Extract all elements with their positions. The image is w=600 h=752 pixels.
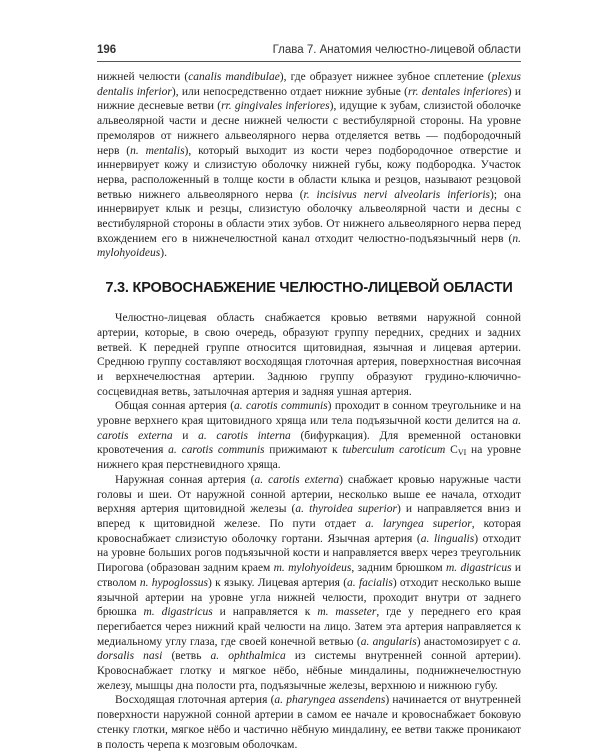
text-run: ) отходит на уровне больших рогов подъязычной кости и направляется вверх через треугольник Пирогова (образован задним краем — [97, 532, 521, 575]
text-run: ) к языку. Лицевая артерия ( — [208, 576, 348, 589]
latin-term: m. digastricus — [143, 606, 213, 619]
running-title: Глава 7. Анатомия челюстно-лицевой области — [272, 44, 521, 56]
text-run: ), который выходит из кости через подбородочное отверстие и иннервирует кожу и слизистую оболочку нижней губы, кожу подбородка. Участок нерва, расположенный в толще кости в области клыка и резцов, называют резцовой ветвью нижнего альвеолярного нерва ( — [97, 144, 521, 201]
latin-term: n. hypoglossus — [139, 576, 209, 589]
subscript: VI — [457, 448, 467, 458]
text-run: (бифуркация). Для временной остановки кровотечения — [97, 429, 521, 457]
text-run: нижней челюсти ( — [97, 71, 189, 83]
latin-term: rr. dentales inferiores — [407, 85, 508, 98]
latin-term: a. carotis communis — [168, 444, 265, 457]
text-run: и стволом — [97, 562, 521, 589]
text-run: C — [445, 444, 458, 457]
text-run: ); она иннервирует клык и резцы, слизистую оболочку альвеолярной части и десны с вестибулярной стороны в области этих зубов. От нижнего альвеолярного нерва перед вхождением его в нижнечелюстной канал отходит челюстно-подъязычный нерв ( — [97, 188, 521, 245]
text-run: , задним брюшком — [351, 562, 446, 575]
latin-term: plexus dentalis inferior — [97, 71, 521, 98]
latin-term: a. lingualis — [420, 532, 475, 545]
text-run: , где у переднего его края перегибается через нижний край челюсти на лицо. Затем эта артерия направляется к медиальному углу глаза, где своей конечной ветвью ( — [97, 606, 521, 648]
latin-term: m. masseter — [317, 606, 377, 619]
latin-term: a. carotis externa — [97, 415, 521, 442]
latin-term: n. mentalis — [130, 144, 185, 157]
latin-term: a. carotis interna — [198, 429, 291, 442]
latin-term: n. mylohyoideus — [97, 232, 521, 260]
text-run: ) проходит в сонном треугольнике и на уровне верхнего края щитовидного хряща или тела подъязычной кости делится на — [97, 400, 522, 428]
body-paragraph — [97, 693, 521, 752]
page-body — [97, 70, 521, 752]
text-run: и направляется к — [212, 606, 318, 619]
text-run: ). — [160, 247, 167, 260]
text-run: ) отходит несколько выше язычной артерии на уровне угла нижней челюсти, проходит внутри от заднего брюшка — [97, 576, 521, 619]
latin-term: r. incisivus nervi alveolaris inferioris — [303, 188, 491, 201]
latin-term: tuberculum caroticum — [342, 444, 446, 457]
text-run: на уровне нижнего края перстневидного хряща. — [97, 444, 522, 472]
latin-term: a. laryngea superior — [365, 517, 472, 530]
running-header — [97, 44, 521, 60]
text-run: Челюстно-лицевая область снабжается кровью ветвями наружной сонной артерии, которые, в свою очередь, образуют группу передних, средних и задних ветвей. К передней группе относится щитовидная, язычная и лицевая артерии. Среднюю группу составляют восходящая глоточная артерия, поверхностная височная и верхнечелюстная артерии. Заднюю группу образуют грудино-ключично-сосцевидная ветвь, затылочная артерия и задняя ушная артерия. — [97, 312, 521, 398]
text-run: ) снабжает кровью наружные части головы и шеи. От наружной сонной артерии, несколько выше ее начала, отходит верхняя артерия щитовидной железы ( — [97, 473, 521, 516]
text-run: ) и направляется вниз и вперед к щитовидной железе. По пути отдает — [97, 503, 521, 530]
latin-term: m. mylohyoideus — [273, 562, 352, 575]
latin-term: m. digastricus — [445, 562, 512, 575]
text-run: и — [172, 429, 199, 442]
text-run: Наружная сонная артерия ( — [115, 473, 255, 486]
latin-term: a. pharyngea assendens — [274, 694, 386, 707]
latin-term: rr. gingivales inferiores — [221, 100, 330, 113]
body-paragraph — [97, 311, 521, 399]
text-run: ) и нижние десневые ветви ( — [97, 85, 521, 113]
latin-term: a. ophthalmica — [210, 650, 286, 663]
latin-term: canalis mandibulae — [188, 71, 280, 83]
page-number: 196 — [97, 44, 117, 56]
text-run: Восходящая глоточная артерия ( — [115, 694, 275, 707]
text-run: Общая сонная артерия ( — [115, 400, 235, 413]
text-run: ), где образует нижнее зубное сплетение ( — [279, 71, 492, 83]
text-run: из системы внутренней сонной артерии). Кровоснабжает глотку и мягкое нёбо, нёбные миндалины, поднижнечелюстную железу, мышцы дна полости рта, подъязычные железы, верхнюю и нижнюю губу. — [97, 650, 521, 692]
latin-term: a. carotis externa — [254, 473, 340, 486]
header-rule — [97, 61, 521, 62]
body-paragraph — [97, 70, 521, 261]
text-run: прижимают к — [264, 444, 343, 457]
text-run: ), или непосредственно отдает нижние зубные ( — [171, 85, 408, 98]
body-paragraph — [97, 399, 521, 473]
text-run: ) начинается от внутренней поверхности наружной сонной артерии в самом ее начале и кровоснабжает боковую стенку глотки, мягкое нёбо и частично нёбную миндалину, ее ветви также проникают в полость черепа к мозговым оболочкам. — [97, 694, 521, 751]
body-paragraph — [97, 473, 521, 694]
latin-term: a. facialis — [347, 576, 393, 589]
text-run: , которая кровоснабжает слизистую оболочку гортани. Язычная артерия ( — [97, 517, 521, 545]
latin-term: a. carotis communis — [234, 400, 328, 413]
latin-term: a. dorsalis nasi — [97, 635, 521, 663]
latin-term: a. thyroidea superior — [295, 503, 397, 516]
section-heading: 7.3. КРОВОСНАБЖЕНИЕ ЧЕЛЮСТНО-ЛИЦЕВОЙ ОБЛАСТИ — [105, 280, 513, 297]
text-run: ) анастомозирует с — [416, 635, 513, 648]
text-run: ), идущие к зубам, слизистой оболочке альвеолярной части и десне нижней челюсти с вестибулярной стороны. На уровне премоляров от нижнего альвеолярного нерва отделяется ветвь — подбородочный нерв ( — [97, 100, 521, 157]
latin-term: a. angularis — [360, 635, 417, 648]
text-run: (ветвь — [162, 650, 211, 663]
